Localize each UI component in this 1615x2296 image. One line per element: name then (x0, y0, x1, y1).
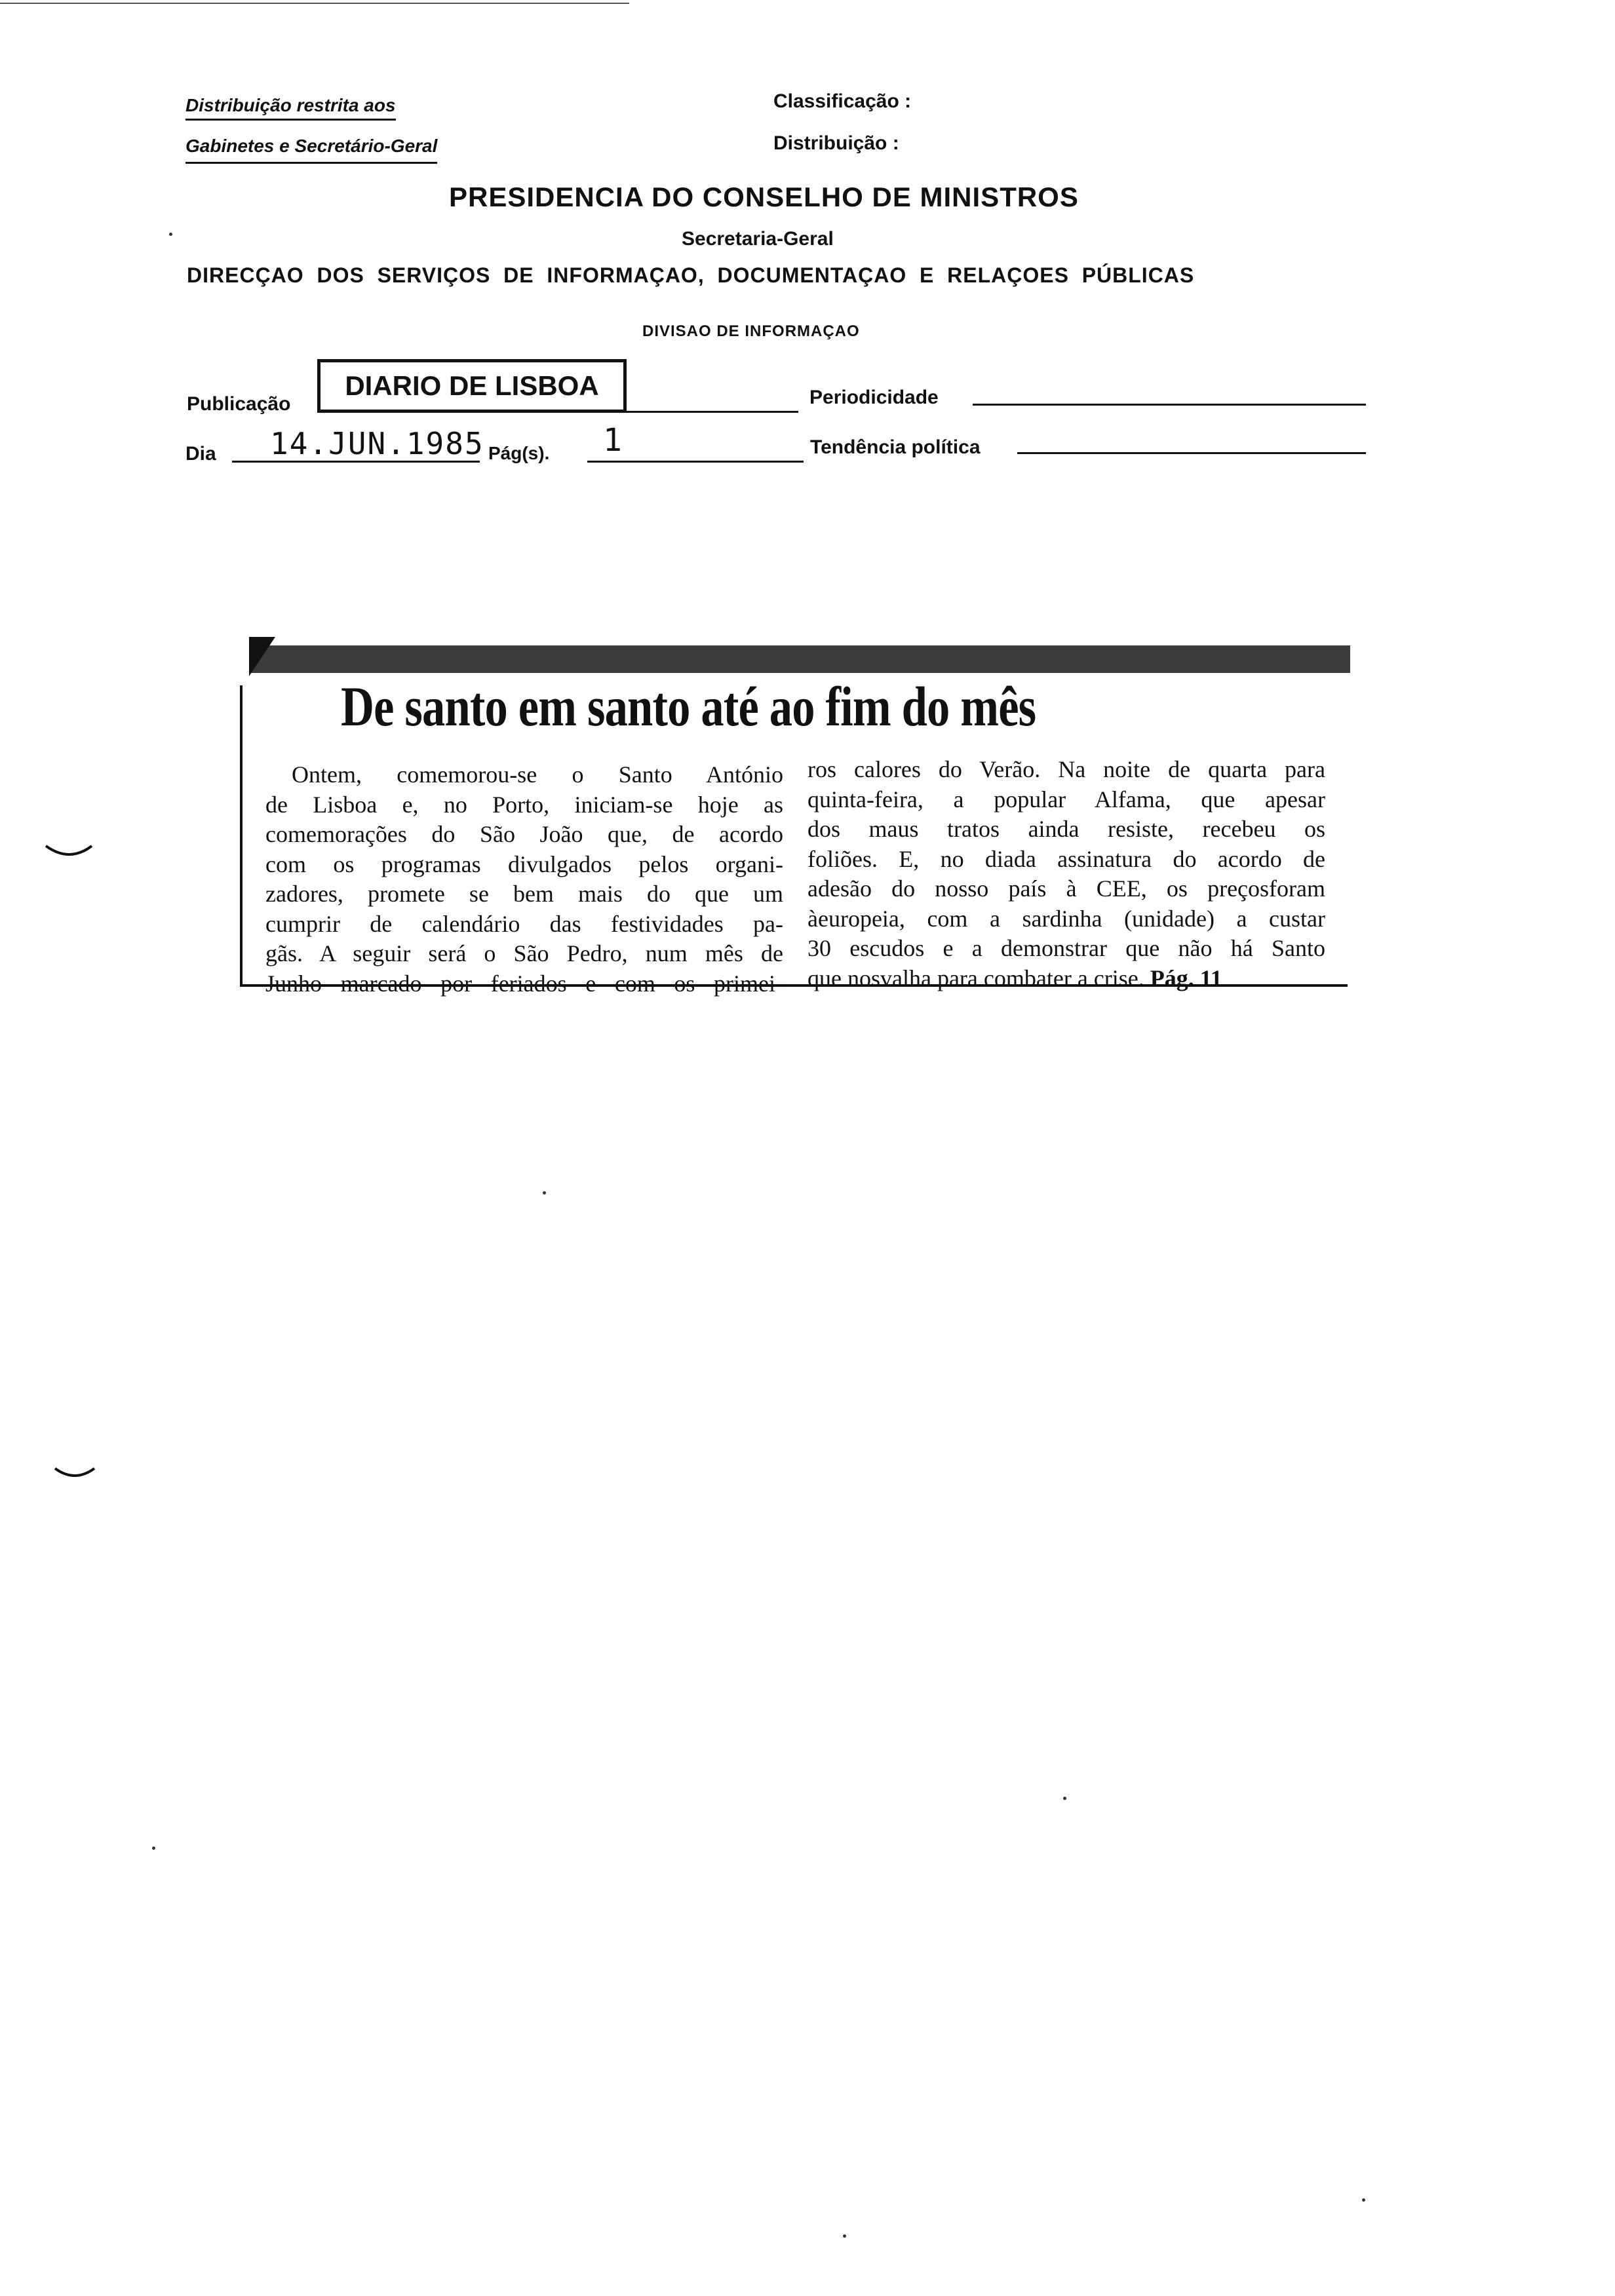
publicacao-label: Publicação (187, 393, 291, 415)
right-line-6: àeuropeia, com a sardinha (unidade) a custar (808, 905, 1325, 932)
classificacao-label: Classificação : (773, 90, 912, 112)
newspaper-clipping (236, 622, 1350, 1016)
org-subtitle: Secretaria-Geral (682, 228, 834, 250)
pags-line (587, 461, 804, 463)
right-line-3: dos maus tratos ainda resiste, recebeu os (808, 816, 1325, 842)
periodicidade-label: Periodicidade (809, 387, 939, 408)
punch-hole-mark-top (43, 842, 96, 862)
top-edge-line (0, 3, 629, 4)
clipping-left-column (265, 760, 783, 999)
pags-label: Pág(s). (488, 443, 550, 463)
publication-stamp: DIARIO DE LISBOA (317, 359, 627, 413)
periodicidade-line (973, 404, 1366, 406)
right-line-8: que nosvalha para combater a crise. Pág. 11 (808, 965, 1222, 991)
tendencia-line (1017, 452, 1366, 454)
banner-corner-mark (249, 637, 275, 676)
right-line-2: quinta-feira, a popular Alfama, que apesar (808, 786, 1325, 813)
clipping-left-rule (240, 685, 243, 987)
scan-speck (152, 1846, 155, 1850)
left-line-7: gãs. A seguir será o São Pedro, num mês de (265, 940, 783, 966)
scan-speck (543, 1191, 546, 1195)
left-line-2: de Lisboa e, no Porto, iniciam-se hoje as (265, 791, 783, 818)
publicacao-line (623, 411, 798, 413)
punch-hole-mark-bottom (52, 1464, 98, 1484)
distribuicao-label: Distribuição : (773, 132, 899, 154)
right-line-4: foliões. E, no diada assinatura do acordo de (808, 845, 1325, 872)
restricted-distribution-line2: Gabinetes e Secretário-Geral (185, 136, 437, 164)
scan-speck (169, 233, 172, 236)
left-line-6: cumprir de calendário das festividades pa- (265, 910, 783, 937)
division-title: DIVISAO DE INFORMAÇAO (642, 322, 860, 340)
left-line-3: comemorações do São João que, de acordo (265, 821, 783, 847)
left-line-5: zadores, promete se bem mais do que um (265, 881, 783, 907)
dia-value: 14.JUN.1985 (270, 426, 484, 461)
left-line-4: com os programas divulgados pelos organi- (265, 851, 783, 877)
tendencia-label: Tendência política (810, 436, 981, 458)
right-line-5: adesão do nosso país à CEE, os preçosforam (808, 875, 1325, 902)
scan-speck (843, 2234, 846, 2238)
left-line-8: Junho marcado por feriados e com os primei- (265, 970, 783, 997)
pags-value: 1 (603, 422, 623, 459)
scan-speck (1362, 2198, 1365, 2202)
restricted-distribution-line1: Distribuição restrita aos (185, 95, 396, 121)
scan-speck (1063, 1797, 1066, 1800)
left-line-1: Ontem, comemorou-se o Santo António (292, 761, 783, 788)
org-title: PRESIDENCIA DO CONSELHO DE MINISTROS (449, 182, 1079, 212)
clipping-banner (249, 645, 1350, 673)
clipping-headline: De santo em santo até ao fim do mês (341, 675, 1036, 738)
dia-label: Dia (185, 443, 216, 465)
page-reference: Pág. 11 (1150, 965, 1222, 991)
right-line-7: 30 escudos e a demonstrar que não há Santo (808, 935, 1325, 961)
right-line-1: ros calores do Verão. Na noite de quarta para (808, 756, 1325, 782)
directorate-title: DIRECÇAO DOS SERVIÇOS DE INFORMAÇAO, DOCUMENTAÇAO E RELAÇOES PÚBLICAS (187, 263, 1195, 287)
clipping-right-column (808, 755, 1325, 993)
